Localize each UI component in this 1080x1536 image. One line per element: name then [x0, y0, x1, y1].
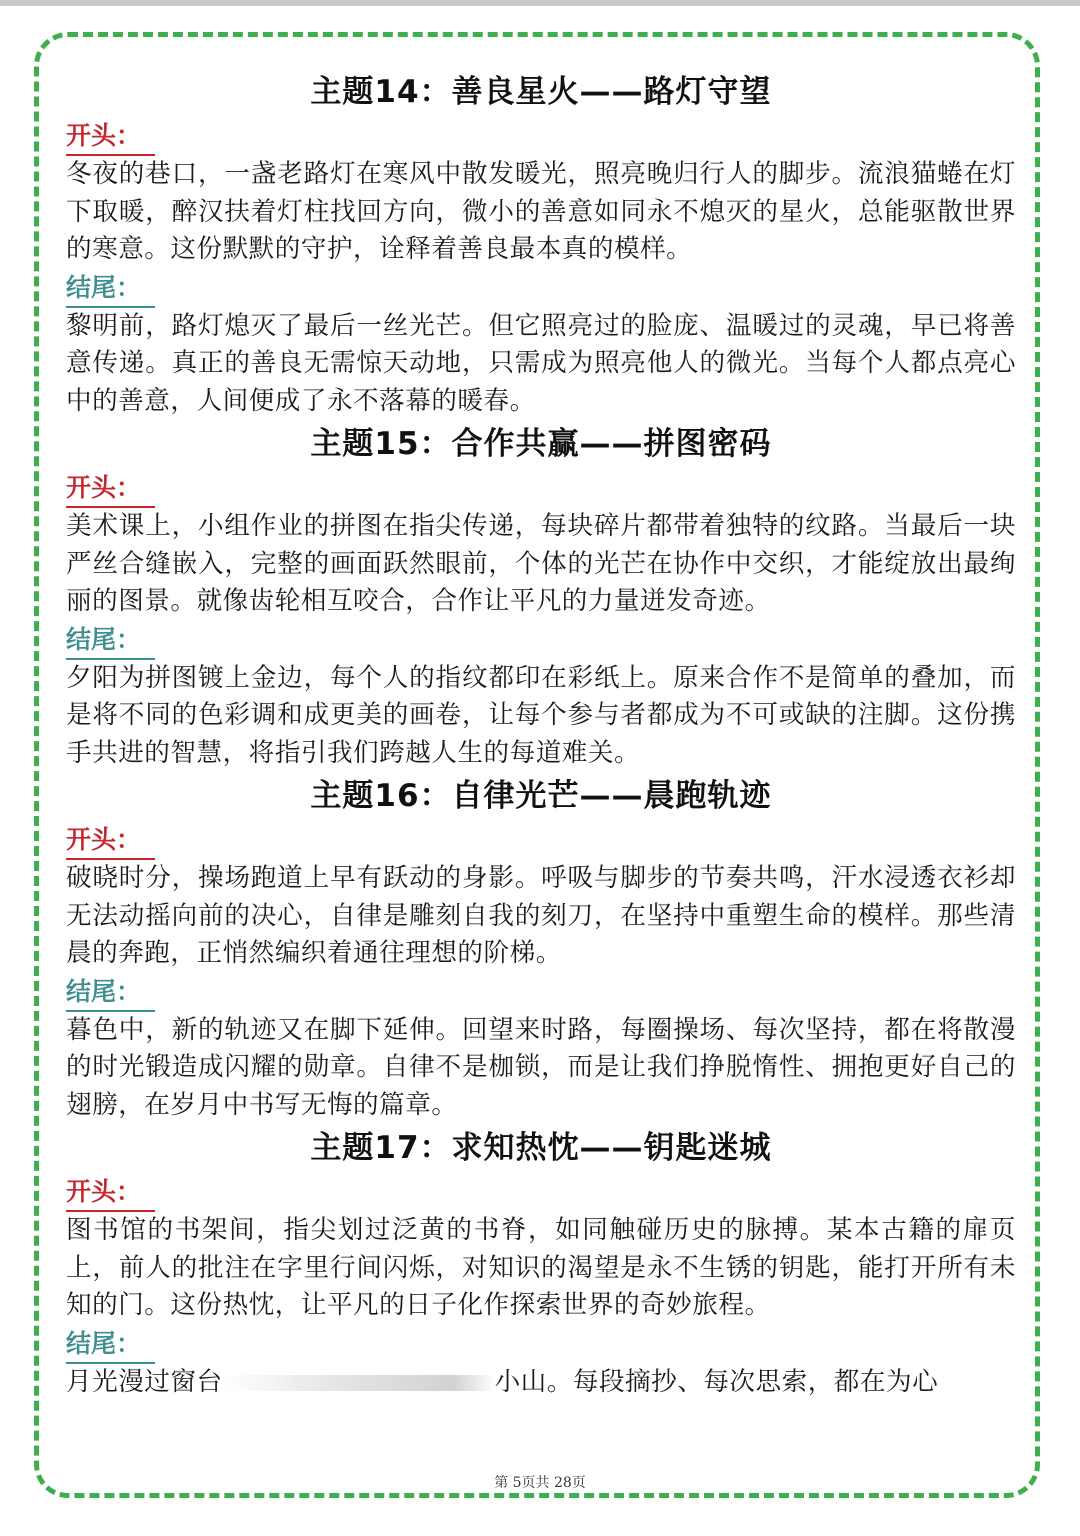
page-content: [66, 70, 1016, 1401]
opening-label: 开头：: [66, 118, 155, 156]
topic-15: [66, 422, 1016, 772]
page-number-footer: 第 5页共 28页: [494, 1475, 586, 1491]
ending-paragraph: 夕阳为拼图镀上金边，每个人的指纹都印在彩纸上。原来合作不是简单的叠加，而是将不同的色彩调和成更美的画卷，让每个参与者都成为不可或缺的注脚。这份携手共进的智慧，将指引我们跨越人生的每道难关。: [66, 662, 1016, 768]
opening-label: 开头：: [66, 1174, 155, 1212]
ending-label: 结尾：: [66, 622, 155, 660]
ending-label: 结尾：: [66, 270, 155, 308]
topic-title: 主题16：自律光芒——晨跑轨迹: [310, 778, 772, 814]
topic-14: [66, 70, 1016, 420]
topic-title: 主题14：善良星火——路灯守望: [310, 74, 772, 110]
ending-paragraph: [66, 1364, 1016, 1402]
opening-label: 开头：: [66, 822, 155, 860]
topic-17: [66, 1126, 1016, 1401]
opening-paragraph: 图书馆的书架间，指尖划过泛黄的书脊，如同触碰历史的脉搏。某本古籍的扉页上，前人的批注在字里行间闪烁，对知识的渴望是永不生锈的钥匙，能打开所有未知的门。这份热忱，让平凡的日子化作探索世界的奇妙旅程。: [66, 1215, 1016, 1320]
blurred-redaction: [223, 1375, 495, 1391]
opening-paragraph: 美术课上，小组作业的拼图在指尖传递，每块碎片都带着独特的纹路。当最后一块严丝合缝嵌入，完整的画面跃然眼前，个体的光芒在协作中交织，才能绽放出最绚丽的图景。就像齿轮相互咬合，合作让平凡的力量迸发奇迹。: [66, 511, 1016, 616]
topic-title: 主题15：合作共赢——拼图密码: [310, 426, 772, 462]
opening-paragraph: 冬夜的巷口，一盏老路灯在寒风中散发暖光，照亮晚归行人的脚步。流浪猫蜷在灯下取暖，醉汉扶着灯柱找回方向，微小的善意如同永不熄灭的星火，总能驱散世界的寒意。这份默默的守护，诠释着善良最本真的模样。: [66, 159, 1016, 264]
opening-paragraph: 破晓时分，操场跑道上早有跃动的身影。呼吸与脚步的节奏共鸣，汗水浸透衣衫却无法动摇向前的决心，自律是雕刻自我的刻刀，在坚持中重塑生命的模样。那些清晨的奔跑，正悄然编织着通往理想的阶梯。: [66, 863, 1016, 968]
ending-text-start: 月光漫过窗台: [66, 1366, 223, 1397]
ending-label: 结尾：: [66, 974, 155, 1012]
top-edge-strip: [0, 0, 1080, 6]
topic-16: [66, 774, 1016, 1124]
topic-title: 主题17：求知热忱——钥匙迷城: [310, 1130, 772, 1166]
ending-label: 结尾：: [66, 1326, 155, 1364]
ending-paragraph: 黎明前，路灯熄灭了最后一丝光芒。但它照亮过的脸庞、温暖过的灵魂，早已将善意传递。真正的善良无需惊天动地，只需成为照亮他人的微光。当每个人都点亮心中的善意，人间便成了永不落幕的暖春。: [66, 310, 1016, 416]
ending-paragraph: 暮色中，新的轨迹又在脚下延伸。回望来时路，每圈操场、每次坚持，都在将散漫的时光锻造成闪耀的勋章。自律不是枷锁，而是让我们挣脱惰性、拥抱更好自己的翅膀，在岁月中书写无悔的篇章。: [66, 1014, 1016, 1120]
ending-text-end: 小山。每段摘抄、每次思索，都在为心: [494, 1366, 939, 1397]
opening-label: 开头：: [66, 470, 155, 508]
